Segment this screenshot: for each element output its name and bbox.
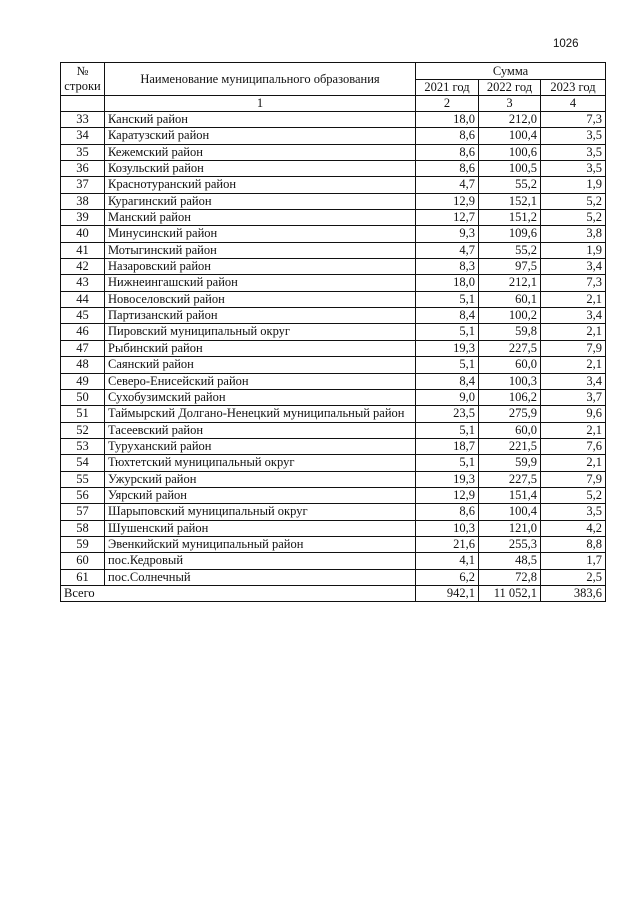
row-number: 51	[61, 406, 105, 422]
row-number: 42	[61, 259, 105, 275]
row-number: 33	[61, 112, 105, 128]
value-2021: 18,7	[416, 438, 479, 454]
value-2022: 152,1	[479, 193, 541, 209]
value-2022: 275,9	[479, 406, 541, 422]
value-2022: 221,5	[479, 438, 541, 454]
value-2022: 109,6	[479, 226, 541, 242]
value-2023: 3,5	[541, 504, 606, 520]
value-2023: 1,7	[541, 553, 606, 569]
row-number: 56	[61, 487, 105, 503]
value-2023: 3,4	[541, 259, 606, 275]
value-2021: 12,9	[416, 487, 479, 503]
municipality-name: Козульский район	[105, 161, 416, 177]
value-2023: 2,1	[541, 455, 606, 471]
municipality-name: Тюхтетский муниципальный округ	[105, 455, 416, 471]
value-2021: 21,6	[416, 536, 479, 552]
table-row	[61, 422, 606, 438]
value-2021: 8,6	[416, 161, 479, 177]
value-2022: 48,5	[479, 553, 541, 569]
total-2023: 383,6	[541, 585, 606, 601]
table-row	[61, 308, 606, 324]
header-year-2022: 2022 год	[479, 80, 541, 96]
municipality-name: Шарыповский муниципальный округ	[105, 504, 416, 520]
row-number: 41	[61, 242, 105, 258]
row-number: 36	[61, 161, 105, 177]
table-row	[61, 438, 606, 454]
value-2021: 8,6	[416, 144, 479, 160]
table-row	[61, 242, 606, 258]
row-number: 55	[61, 471, 105, 487]
value-2022: 55,2	[479, 242, 541, 258]
municipality-name: Партизанский район	[105, 308, 416, 324]
value-2022: 227,5	[479, 340, 541, 356]
table-row	[61, 455, 606, 471]
value-2021: 19,3	[416, 471, 479, 487]
value-2021: 8,6	[416, 504, 479, 520]
value-2021: 23,5	[416, 406, 479, 422]
value-2022: 151,2	[479, 210, 541, 226]
value-2023: 2,1	[541, 422, 606, 438]
value-2021: 4,7	[416, 177, 479, 193]
table-footer	[61, 585, 606, 601]
header-year-2023: 2023 год	[541, 80, 606, 96]
value-2022: 97,5	[479, 259, 541, 275]
municipality-name: Канский район	[105, 112, 416, 128]
municipality-name: Кежемский район	[105, 144, 416, 160]
value-2023: 5,2	[541, 487, 606, 503]
municipality-name: Туруханский район	[105, 438, 416, 454]
value-2023: 4,2	[541, 520, 606, 536]
table-row	[61, 340, 606, 356]
table-row	[61, 226, 606, 242]
value-2023: 2,1	[541, 291, 606, 307]
value-2021: 5,1	[416, 455, 479, 471]
value-2023: 8,8	[541, 536, 606, 552]
municipality-name: Эвенкийский муниципальный район	[105, 536, 416, 552]
row-number: 61	[61, 569, 105, 585]
value-2022: 72,8	[479, 569, 541, 585]
value-2023: 7,9	[541, 340, 606, 356]
table-row	[61, 161, 606, 177]
row-number: 52	[61, 422, 105, 438]
table-row	[61, 193, 606, 209]
row-number: 48	[61, 357, 105, 373]
header-colnum-empty	[61, 96, 105, 112]
row-number: 60	[61, 553, 105, 569]
table-row	[61, 471, 606, 487]
municipality-name: Ужурский район	[105, 471, 416, 487]
value-2023: 3,5	[541, 144, 606, 160]
row-number: 57	[61, 504, 105, 520]
value-2023: 3,7	[541, 389, 606, 405]
header-row-number	[61, 63, 105, 96]
value-2022: 151,4	[479, 487, 541, 503]
table-row	[61, 536, 606, 552]
value-2022: 55,2	[479, 177, 541, 193]
header-colnum-4: 4	[541, 96, 606, 112]
page-number: 1026	[553, 38, 579, 50]
table-row	[61, 177, 606, 193]
value-2021: 5,1	[416, 422, 479, 438]
total-row	[61, 585, 606, 601]
value-2022: 100,5	[479, 161, 541, 177]
value-2021: 4,1	[416, 553, 479, 569]
value-2022: 100,4	[479, 128, 541, 144]
row-number: 53	[61, 438, 105, 454]
table-row	[61, 259, 606, 275]
value-2021: 4,7	[416, 242, 479, 258]
table-row	[61, 144, 606, 160]
value-2021: 5,1	[416, 357, 479, 373]
value-2023: 5,2	[541, 210, 606, 226]
value-2021: 12,9	[416, 193, 479, 209]
value-2021: 12,7	[416, 210, 479, 226]
value-2023: 7,6	[541, 438, 606, 454]
total-2022: 11 052,1	[479, 585, 541, 601]
value-2021: 8,4	[416, 373, 479, 389]
value-2021: 10,3	[416, 520, 479, 536]
row-number: 46	[61, 324, 105, 340]
value-2021: 18,0	[416, 112, 479, 128]
value-2023: 1,9	[541, 242, 606, 258]
value-2023: 3,4	[541, 308, 606, 324]
municipality-name: Курагинский район	[105, 193, 416, 209]
table-row	[61, 373, 606, 389]
header-colnum-1: 1	[105, 96, 416, 112]
table-row	[61, 487, 606, 503]
row-number: 43	[61, 275, 105, 291]
row-number: 39	[61, 210, 105, 226]
value-2022: 106,2	[479, 389, 541, 405]
row-number: 50	[61, 389, 105, 405]
value-2023: 3,4	[541, 373, 606, 389]
municipality-name: Северо-Енисейский район	[105, 373, 416, 389]
value-2021: 6,2	[416, 569, 479, 585]
value-2022: 60,0	[479, 422, 541, 438]
value-2023: 2,1	[541, 324, 606, 340]
table-row	[61, 406, 606, 422]
value-2023: 1,9	[541, 177, 606, 193]
municipality-name: пос.Солнечный	[105, 569, 416, 585]
municipality-name: Таймырский Долгано-Ненецкий муниципальный район	[105, 406, 416, 422]
value-2023: 9,6	[541, 406, 606, 422]
subsidy-table	[60, 62, 606, 602]
municipality-name: Мотыгинский район	[105, 242, 416, 258]
value-2022: 100,4	[479, 504, 541, 520]
value-2022: 60,1	[479, 291, 541, 307]
row-number: 44	[61, 291, 105, 307]
value-2022: 227,5	[479, 471, 541, 487]
header-sum: Сумма	[416, 63, 606, 80]
value-2021: 8,6	[416, 128, 479, 144]
row-number: 47	[61, 340, 105, 356]
table-row	[61, 389, 606, 405]
value-2022: 60,0	[479, 357, 541, 373]
value-2021: 8,3	[416, 259, 479, 275]
value-2023: 7,9	[541, 471, 606, 487]
row-number: 35	[61, 144, 105, 160]
municipality-name: Новоселовский район	[105, 291, 416, 307]
municipality-name: Пировский муниципальный округ	[105, 324, 416, 340]
table-row	[61, 520, 606, 536]
table-row	[61, 324, 606, 340]
row-number: 58	[61, 520, 105, 536]
municipality-name: Назаровский район	[105, 259, 416, 275]
row-number: 54	[61, 455, 105, 471]
municipality-name: Минусинский район	[105, 226, 416, 242]
table-header	[61, 63, 606, 112]
municipality-name: Тасеевский район	[105, 422, 416, 438]
header-row-number-line2: строки	[64, 79, 101, 93]
value-2022: 212,0	[479, 112, 541, 128]
municipality-name: Уярский район	[105, 487, 416, 503]
total-label: Всего	[61, 585, 416, 601]
value-2022: 59,8	[479, 324, 541, 340]
header-year-2021: 2021 год	[416, 80, 479, 96]
municipality-name: Рыбинский район	[105, 340, 416, 356]
row-number: 59	[61, 536, 105, 552]
value-2022: 100,2	[479, 308, 541, 324]
row-number: 37	[61, 177, 105, 193]
value-2022: 100,3	[479, 373, 541, 389]
table-row	[61, 504, 606, 520]
value-2021: 18,0	[416, 275, 479, 291]
municipality-name: Сухобузимский район	[105, 389, 416, 405]
value-2023: 2,5	[541, 569, 606, 585]
table-row	[61, 569, 606, 585]
table-body	[61, 112, 606, 586]
total-2021: 942,1	[416, 585, 479, 601]
value-2023: 3,8	[541, 226, 606, 242]
header-colnum-3: 3	[479, 96, 541, 112]
row-number: 34	[61, 128, 105, 144]
municipality-name: Шушенский район	[105, 520, 416, 536]
value-2022: 121,0	[479, 520, 541, 536]
value-2021: 19,3	[416, 340, 479, 356]
municipality-name: пос.Кедровый	[105, 553, 416, 569]
header-municipality-name: Наименование муниципального образования	[105, 63, 416, 96]
value-2021: 9,0	[416, 389, 479, 405]
table-row	[61, 210, 606, 226]
header-colnum-2: 2	[416, 96, 479, 112]
table-row	[61, 128, 606, 144]
value-2021: 8,4	[416, 308, 479, 324]
table-row	[61, 291, 606, 307]
value-2023: 5,2	[541, 193, 606, 209]
row-number: 49	[61, 373, 105, 389]
table-row	[61, 275, 606, 291]
value-2023: 7,3	[541, 275, 606, 291]
municipality-name: Саянский район	[105, 357, 416, 373]
value-2022: 212,1	[479, 275, 541, 291]
table-row	[61, 357, 606, 373]
header-row-number-line1: №	[76, 64, 89, 78]
municipality-name: Нижнеингашский район	[105, 275, 416, 291]
value-2021: 9,3	[416, 226, 479, 242]
row-number: 38	[61, 193, 105, 209]
table-row	[61, 112, 606, 128]
value-2023: 3,5	[541, 128, 606, 144]
value-2022: 100,6	[479, 144, 541, 160]
value-2023: 2,1	[541, 357, 606, 373]
value-2023: 7,3	[541, 112, 606, 128]
value-2022: 59,9	[479, 455, 541, 471]
value-2022: 255,3	[479, 536, 541, 552]
value-2021: 5,1	[416, 291, 479, 307]
municipality-name: Каратузский район	[105, 128, 416, 144]
row-number: 45	[61, 308, 105, 324]
municipality-name: Манский район	[105, 210, 416, 226]
table-row	[61, 553, 606, 569]
value-2021: 5,1	[416, 324, 479, 340]
row-number: 40	[61, 226, 105, 242]
municipality-name: Краснотуранский район	[105, 177, 416, 193]
value-2023: 3,5	[541, 161, 606, 177]
